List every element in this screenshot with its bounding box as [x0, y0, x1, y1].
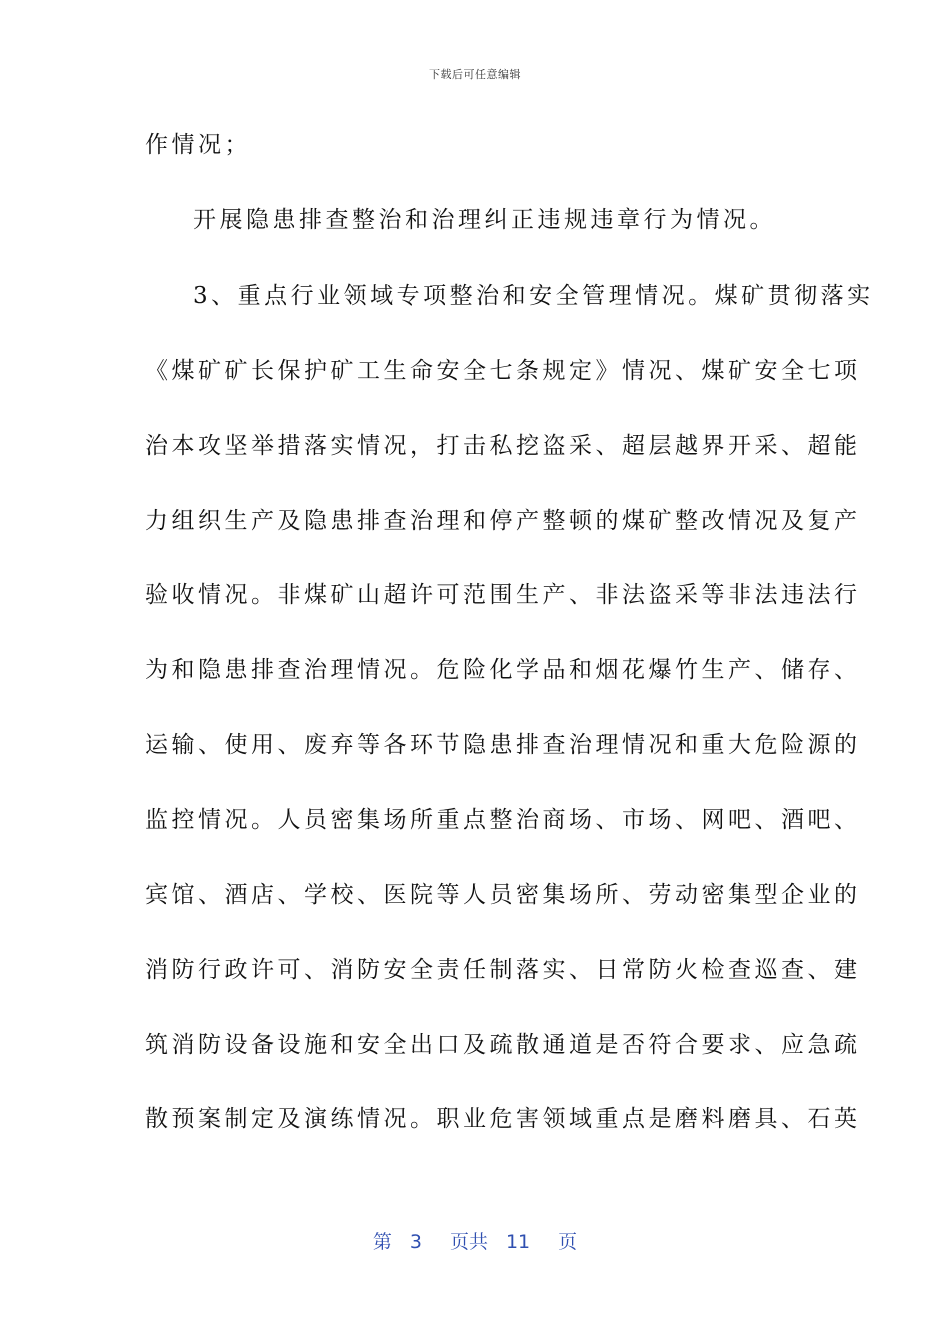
text-line: 筑消防设备设施和安全出口及疏散通道是否符合要求、应急疏	[145, 1032, 861, 1058]
footer-total-pages: 11	[505, 1231, 531, 1253]
text-line: 运输、使用、废弃等各环节隐患排查治理情况和重大危险源的	[145, 732, 861, 758]
text-line: 作情况；	[145, 132, 251, 158]
text-line: 为和隐患排查治理情况。危险化学品和烟花爆竹生产、储存、	[145, 657, 861, 683]
footer-prefix: 第	[372, 1231, 392, 1253]
footer-page-number: 3	[409, 1231, 422, 1253]
text-line: 宾馆、酒店、学校、医院等人员密集场所、劳动密集型企业的	[145, 882, 861, 908]
text-line: 散预案制定及演练情况。职业危害领域重点是磨料磨具、石英	[145, 1106, 861, 1132]
text-line: 力组织生产及隐患排查治理和停产整顿的煤矿整改情况及复产	[145, 508, 861, 534]
text-line: 治本攻坚举措落实情况，打击私挖盗采、超层越界开采、超能	[145, 433, 861, 459]
text-line: 监控情况。人员密集场所重点整治商场、市场、网吧、酒吧、	[145, 807, 861, 833]
text-line: 消防行政许可、消防安全责任制落实、日常防火检查巡查、建	[145, 957, 861, 983]
footer-middle: 页共	[449, 1231, 488, 1253]
text-line: 开展隐患排查整治和治理纠正违规违章行为情况。	[193, 207, 776, 233]
text-line: 3、重点行业领域专项整治和安全管理情况。煤矿贯彻落实	[193, 283, 874, 309]
text-line: 验收情况。非煤矿山超许可范围生产、非法盗采等非法违法行	[145, 582, 861, 608]
page-header: 下载后可任意编辑	[429, 68, 521, 81]
text-line: 《煤矿矿长保护矿工生命安全七条规定》情况、煤矿安全七项	[145, 358, 861, 384]
page-footer	[0, 1227, 950, 1254]
footer-suffix: 页	[558, 1231, 578, 1253]
